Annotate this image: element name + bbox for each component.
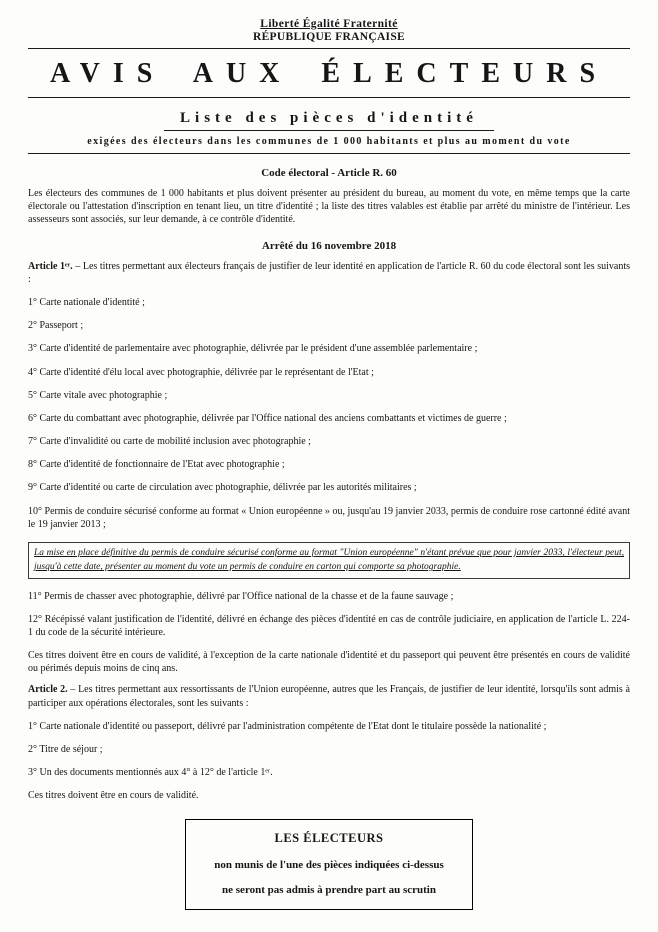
divider-short: [164, 130, 494, 131]
article2-item-3: 3° Un des documents mentionnés aux 4° à 12° de l'article 1ᵉʳ.: [28, 767, 273, 779]
main-title: AVIS AUX ÉLECTEURS: [49, 58, 609, 89]
list-subtitle: exigées des électeurs dans les communes de 1 000 habitants et plus au moment du vote: [87, 136, 571, 147]
list-item-9: 9° Carte d'identité ou carte de circulation avec photographie, délivrée par les autorités militaires ;: [28, 482, 417, 494]
list-item-7: 7° Carte d'invalidité ou carte de mobilité inclusion avec photographie ;: [28, 436, 311, 448]
list-item-6: 6° Carte du combattant avec photographie, délivrée par l'Office national des anciens combattants et victimes de guerre ;: [28, 412, 507, 424]
article1-label: Article 1ᵉʳ.: [28, 260, 73, 272]
divider-under-title: [28, 97, 630, 98]
list-item-11: 11° Permis de chasser avec photographie, délivré par l'Office national de la chasse et de la faune sauvage ;: [28, 590, 454, 602]
note-text: La mise en place définitive du permis de conduire sécurisé conforme au format "Union européenne" n'étant prévue que pour janvier 2033, l'électeur peut, jusqu'à cette date, présenter au moment du vote un permis de conduire en carton qui comporte sa photographie.: [34, 548, 624, 573]
note-box: [28, 542, 630, 579]
divider-under-subtitle: [28, 153, 630, 154]
article2-label: Article 2.: [28, 684, 68, 696]
list-item-2: 2° Passeport ;: [28, 320, 84, 332]
article2-validity: Ces titres doivent être en cours de validité.: [28, 790, 199, 802]
list-item-1: 1° Carte nationale d'identité ;: [28, 296, 145, 308]
article2-intro-text: – Les titres permettant aux ressortissants de l'Union européenne, autres que les Français, de justifier de leur identité, lorsqu'ils sont admis à participer aux opérations électorales, sont les suivants :: [28, 684, 630, 709]
list-title: Liste des pièces d'identité: [180, 110, 478, 126]
article2-item-1: 1° Carte nationale d'identité ou passeport, délivré par l'administration compétente de l'Etat dont le titulaire possède la nationalité ;: [28, 720, 547, 732]
article1-intro: [28, 260, 630, 286]
footer-notice-line2: non munis de l'une des pièces indiquées ci-dessus: [214, 858, 444, 871]
footer-notice-title: LES ÉLECTEURS: [274, 830, 384, 845]
article1-intro-text: – Les titres permettant aux électeurs français de justifier de leur identité en application de l'article R. 60 du code électoral sont les suivants :: [28, 260, 631, 285]
divider-top: [28, 48, 630, 49]
list-item-8: 8° Carte d'identité de fonctionnaire de l'Etat avec photographie ;: [28, 459, 285, 471]
footer-notice-line3: ne seront pas admis à prendre part au scrutin: [222, 883, 436, 896]
republic-name: RÉPUBLIQUE FRANÇAISE: [252, 31, 405, 43]
footer-notice-box: [185, 819, 473, 910]
list-item-12: 12° Récépissé valant justification de l'identité, délivré en échange des pièces d'identité en cas de contrôle judiciaire, en application de l'article L. 224-1 du code de la sécurité intérieure.: [28, 613, 630, 638]
code-electoral-body: Les électeurs des communes de 1 000 habitants et plus doivent présenter au président du bureau, au moment du vote, en même temps que la carte électorale ou l'attestation d'inscription en tenant lieu, un titre d'identité ; la liste des titres valables est établie par arrêté du ministre de l'intérieur. Les assesseurs sont associés, sur leur demande, à ce contrôle d'identité.: [28, 188, 630, 226]
national-motto: Liberté Égalité Fraternité: [260, 18, 398, 30]
list-item-3: 3° Carte d'identité de parlementaire avec photographie, délivrée par le président d'une assemblée parlementaire ;: [28, 343, 478, 355]
arrete-heading: Arrêté du 16 novembre 2018: [261, 239, 397, 252]
list-item-10: 10° Permis de conduire sécurisé conforme au format « Union européenne » ou, jusqu'au 19 janvier 2033, permis de conduire rose cartonné édité avant le 19 janvier 2013 ;: [28, 505, 630, 530]
code-electoral-heading: Code électoral - Article R. 60: [261, 167, 397, 179]
list-item-5: 5° Carte vitale avec photographie ;: [28, 389, 168, 401]
article1-validity: Ces titres doivent être en cours de validité, à l'exception de la carte nationale d'identité et du passeport qui peuvent être présentés en cours de validité ou périmés depuis moins de cinq ans.: [28, 650, 630, 675]
document-header: [28, 18, 630, 43]
article2-item-2: 2° Titre de séjour ;: [28, 744, 103, 755]
list-item-4: 4° Carte d'identité d'élu local avec photographie, délivrée par le représentant de l'Etat ;: [28, 366, 374, 378]
article2-intro: [28, 683, 630, 709]
